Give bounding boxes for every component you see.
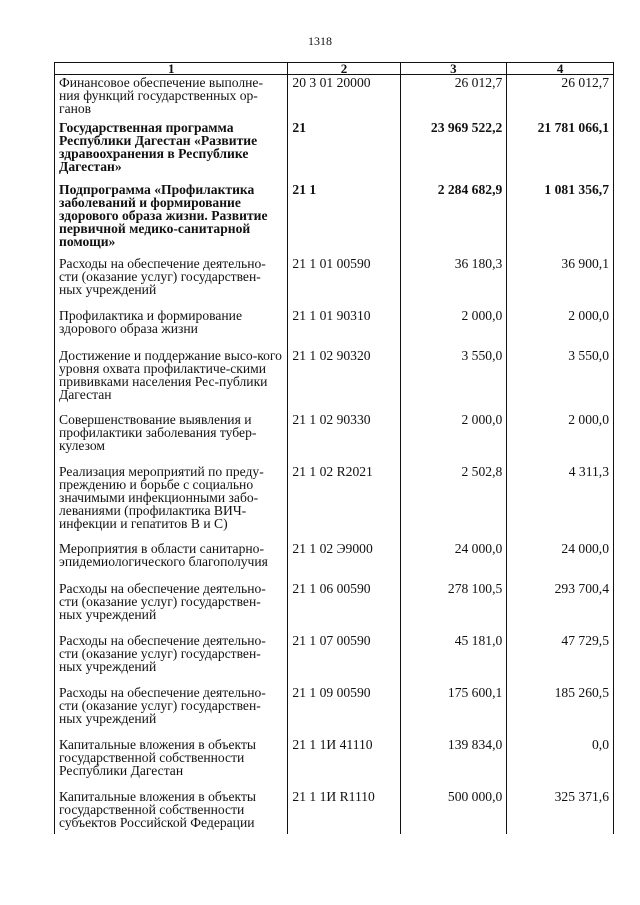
row-code: 21 [288, 121, 400, 183]
page-number: 1318 [308, 34, 332, 48]
row-value-year-2: 0,0 [507, 738, 614, 790]
table-header-row [55, 63, 614, 75]
row-value-year-1: 278 100,5 [400, 582, 507, 634]
row-value-year-1: 2 284 682,9 [400, 183, 507, 257]
table-row [55, 309, 614, 349]
header-col-3: 3 [400, 63, 507, 75]
row-code: 21 1 02 90320 [288, 349, 400, 413]
row-name: Достижение и поддержание высо-кого уровня охвата профилактиче-скими прививками населения Рес-публики Дагестан [55, 349, 288, 413]
table-row [55, 634, 614, 686]
row-value-year-2: 2 000,0 [507, 413, 614, 465]
table-row [55, 582, 614, 634]
row-code: 21 1 02 R2021 [288, 465, 400, 542]
row-value-year-2: 325 371,6 [507, 790, 614, 834]
row-value-year-2: 26 012,7 [507, 75, 614, 121]
row-value-year-2: 47 729,5 [507, 634, 614, 686]
row-code: 20 3 01 20000 [288, 75, 400, 121]
row-code: 21 1 01 90310 [288, 309, 400, 349]
table-row [55, 413, 614, 465]
table-row [55, 257, 614, 309]
row-name: Реализация мероприятий по преду-преждению и борьбе с социально значимыми инфекционными забо-леваниями (профилактика ВИЧ-инфекции и гепатитов В и С) [55, 465, 288, 542]
row-code: 21 1 02 90330 [288, 413, 400, 465]
row-code: 21 1 01 00590 [288, 257, 400, 309]
row-value-year-2: 36 900,1 [507, 257, 614, 309]
row-value-year-2: 24 000,0 [507, 542, 614, 582]
row-value-year-1: 2 502,8 [400, 465, 507, 542]
table-row [55, 121, 614, 183]
row-name: Подпрограмма «Профилактика заболеваний и формирование здорового образа жизни. Развитие первичной медико-санитарной помощи» [55, 183, 288, 257]
header-col-4: 4 [507, 63, 614, 75]
row-value-year-1: 500 000,0 [400, 790, 507, 834]
row-name: Расходы на обеспечение деятельно-сти (оказание услуг) государствен-ных учреждений [55, 582, 288, 634]
table-row [55, 183, 614, 257]
row-code: 21 1 02 Э9000 [288, 542, 400, 582]
row-name: Капитальные вложения в объекты государственной собственности Республики Дагестан [55, 738, 288, 790]
row-name: Расходы на обеспечение деятельно-сти (оказание услуг) государствен-ных учреждений [55, 686, 288, 738]
row-value-year-1: 139 834,0 [400, 738, 507, 790]
table-row [55, 75, 614, 121]
table-row [55, 465, 614, 542]
row-value-year-2: 3 550,0 [507, 349, 614, 413]
row-value-year-1: 24 000,0 [400, 542, 507, 582]
row-name: Капитальные вложения в объекты государственной собственности субъектов Российской Федерации [55, 790, 288, 834]
row-value-year-2: 21 781 066,1 [507, 121, 614, 183]
row-value-year-1: 3 550,0 [400, 349, 507, 413]
row-value-year-2: 293 700,4 [507, 582, 614, 634]
row-name: Государственная программа Республики Дагестан «Развитие здравоохранения в Республике Дагестан» [55, 121, 288, 183]
budget-table [54, 62, 614, 834]
row-value-year-2: 1 081 356,7 [507, 183, 614, 257]
row-value-year-1: 175 600,1 [400, 686, 507, 738]
table-row [55, 790, 614, 834]
table-row [55, 686, 614, 738]
header-col-2: 2 [288, 63, 400, 75]
row-code: 21 1 07 00590 [288, 634, 400, 686]
row-name: Расходы на обеспечение деятельно-сти (оказание услуг) государствен-ных учреждений [55, 634, 288, 686]
row-value-year-1: 45 181,0 [400, 634, 507, 686]
row-value-year-1: 2 000,0 [400, 413, 507, 465]
row-name: Расходы на обеспечение деятельно-сти (оказание услуг) государствен-ных учреждений [55, 257, 288, 309]
row-code: 21 1 1И 41110 [288, 738, 400, 790]
row-name: Профилактика и формирование здорового образа жизни [55, 309, 288, 349]
row-value-year-1: 26 012,7 [400, 75, 507, 121]
row-value-year-1: 23 969 522,2 [400, 121, 507, 183]
header-col-1: 1 [55, 63, 288, 75]
row-code: 21 1 [288, 183, 400, 257]
table-row [55, 349, 614, 413]
table-row [55, 738, 614, 790]
row-value-year-1: 36 180,3 [400, 257, 507, 309]
row-code: 21 1 09 00590 [288, 686, 400, 738]
row-name: Финансовое обеспечение выполне-ния функций государственных ор-ганов [55, 75, 288, 121]
row-code: 21 1 1И R1110 [288, 790, 400, 834]
table-row [55, 542, 614, 582]
row-code: 21 1 06 00590 [288, 582, 400, 634]
row-value-year-2: 2 000,0 [507, 309, 614, 349]
row-name: Совершенствование выявления и профилактики заболевания тубер-кулезом [55, 413, 288, 465]
row-value-year-2: 185 260,5 [507, 686, 614, 738]
row-value-year-2: 4 311,3 [507, 465, 614, 542]
row-value-year-1: 2 000,0 [400, 309, 507, 349]
row-name: Мероприятия в области санитарно-эпидемиологического благополучия [55, 542, 288, 582]
